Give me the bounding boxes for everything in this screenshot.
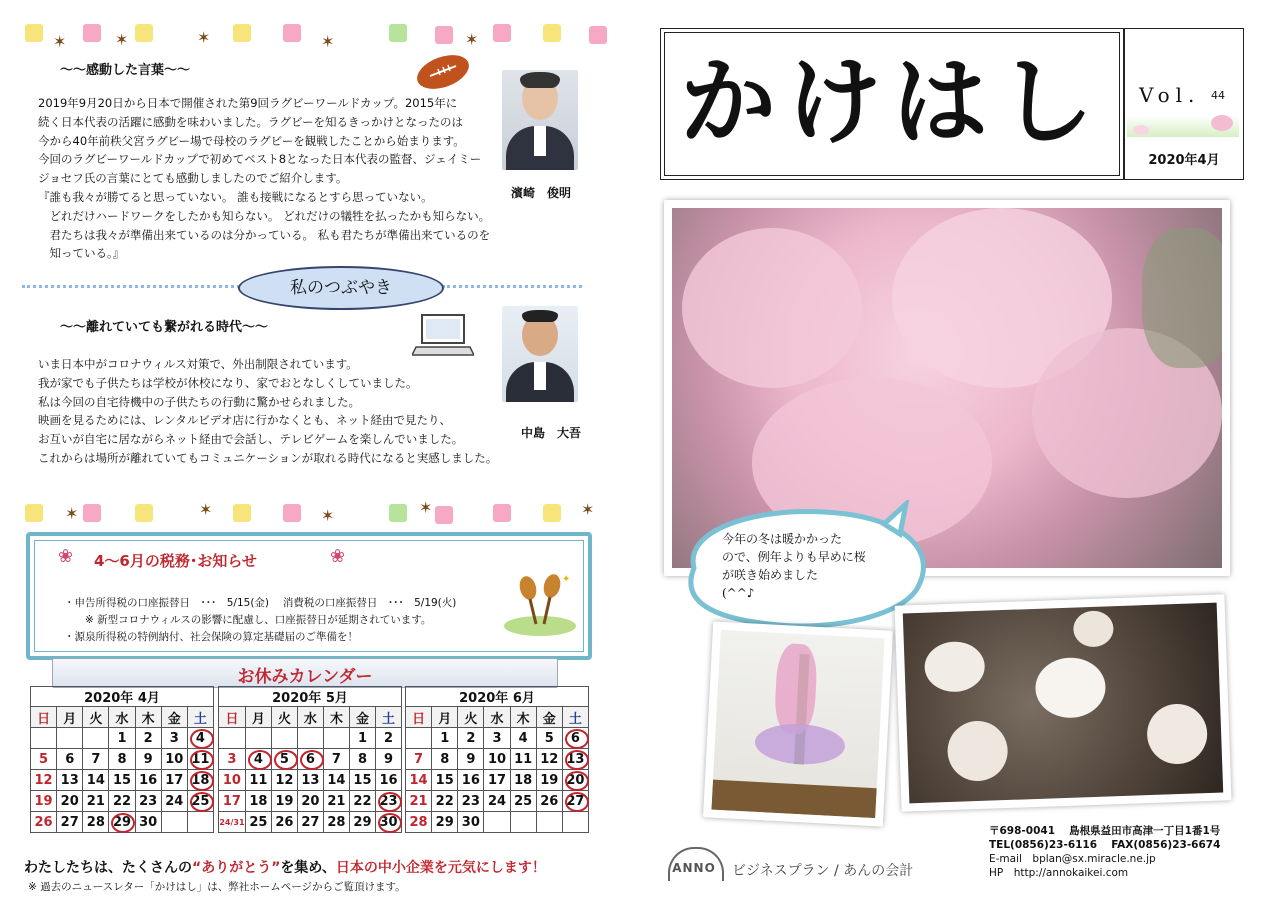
calendar-day (57, 728, 83, 749)
calendar-day (187, 812, 213, 833)
holiday-circle (565, 792, 589, 812)
calendar-day: 6 (57, 749, 83, 770)
calendar-day: 4 (245, 749, 271, 770)
holiday-circle (565, 750, 589, 770)
calendar-day: 18 (510, 770, 536, 791)
calendar-day (510, 812, 536, 833)
calendar-day: 16 (135, 770, 161, 791)
vol-number: 44 (1211, 89, 1225, 102)
weekday-header: 日 (406, 707, 432, 728)
calendar-day: 9 (375, 749, 401, 770)
calendar-title: お休みカレンダー (237, 667, 373, 687)
calendar-day: 7 (83, 749, 109, 770)
calendar-day: 3 (161, 728, 187, 749)
calendar-day: 29 (109, 812, 135, 833)
calendar-day: 19 (31, 791, 57, 812)
calendar-day: 3 (219, 749, 246, 770)
tax-body: ・申告所得税の口座振替日 ･･･ 5/15(金) 消費税の口座振替日 ･･･ 5/19(火) ※ 新型コロナウィルスの影響に配慮し、口座振替日が延期されています。 ・源泉所得税の特例納付、社会保険の算定基礎届のご準備を！ (64, 597, 457, 643)
weekday-header: 土 (375, 707, 401, 728)
calendar-day: 15 (432, 770, 458, 791)
calendar-day: 11 (245, 770, 271, 791)
calendar-day: 5 (271, 749, 297, 770)
calendar-day (161, 812, 187, 833)
author-name-2: 中島 大吾 (521, 426, 582, 440)
calendar-day: 14 (406, 770, 432, 791)
flower-icon: ❀ (58, 546, 74, 567)
calendar-day: 8 (432, 749, 458, 770)
calendar-day: 10 (219, 770, 246, 791)
weekday-header: 金 (161, 707, 187, 728)
weekday-header: 月 (57, 707, 83, 728)
calendar-month-title: 2020年 6月 (406, 687, 589, 707)
weekday-header: 土 (187, 707, 213, 728)
calendar-day (323, 728, 349, 749)
author-photo-hamasaki (502, 70, 578, 170)
calendar-day: 17 (484, 770, 510, 791)
tsubuyaki-label: 私のつぶやき (238, 266, 444, 310)
holiday-circle (190, 750, 214, 770)
calendar-day: 26 (271, 812, 297, 833)
weekday-header: 金 (536, 707, 562, 728)
calendar-day (406, 728, 432, 749)
calendar-day: 17 (161, 770, 187, 791)
calendar-day (297, 728, 323, 749)
calendar-day: 29 (349, 812, 375, 833)
calendar-day: 8 (109, 749, 135, 770)
calendar-april (30, 686, 214, 833)
calendar-day (31, 728, 57, 749)
calendar-day: 5 (31, 749, 57, 770)
weekday-header: 月 (245, 707, 271, 728)
calendar-day: 28 (83, 812, 109, 833)
holiday-circle (190, 792, 214, 812)
weekday-header: 火 (271, 707, 297, 728)
calendar-month-title: 2020年 5月 (219, 687, 402, 707)
calendar-day: 12 (271, 770, 297, 791)
calendar-day: 29 (432, 812, 458, 833)
tax-notice-box (26, 532, 592, 660)
calendar-day: 26 (31, 812, 57, 833)
calendar-day: 23 (458, 791, 484, 812)
calendar-day: 27 (57, 812, 83, 833)
calendar-day: 8 (349, 749, 375, 770)
holiday-circle (190, 729, 214, 749)
calendar-day: 13 (562, 749, 588, 770)
calendar-day: 9 (135, 749, 161, 770)
calendar-day: 2 (458, 728, 484, 749)
calendar-day: 14 (323, 770, 349, 791)
calendar-day: 27 (297, 812, 323, 833)
divider-right (442, 285, 582, 288)
calendar-day: 11 (510, 749, 536, 770)
calendar-day: 25 (510, 791, 536, 812)
holiday-circle (378, 813, 402, 833)
calendar-day: 24 (161, 791, 187, 812)
calendar-day: 13 (57, 770, 83, 791)
calendar-day: 23 (375, 791, 401, 812)
calendar-day: 4 (187, 728, 213, 749)
volume-box (1124, 28, 1244, 180)
slogan: わたしたちは、たくさんの“ありがとう”を集め、日本の中小企業を元気にします！ (24, 860, 546, 876)
calendar-day: 20 (562, 770, 588, 791)
weekday-header: 木 (323, 707, 349, 728)
calendar-day: 24 (484, 791, 510, 812)
calendar-day: 25 (245, 812, 271, 833)
calendar-day: 10 (484, 749, 510, 770)
weekday-header: 月 (432, 707, 458, 728)
calendar-may (218, 686, 402, 833)
weekday-header: 水 (484, 707, 510, 728)
calendar-day: 10 (161, 749, 187, 770)
calendar-day: 25 (187, 791, 213, 812)
section2-title: ～～離れていても繋がれる時代～～ (60, 320, 269, 335)
calendar-day: 15 (109, 770, 135, 791)
author-name-1: 濱崎 俊明 (511, 186, 572, 200)
maracas-illustration (500, 572, 578, 638)
calendar-day: 15 (349, 770, 375, 791)
calendar-day: 1 (109, 728, 135, 749)
calendar-day: 1 (432, 728, 458, 749)
calendar-day: 19 (536, 770, 562, 791)
company-name: ビジネスプラン / あんの会計 (732, 863, 914, 879)
calendar-day: 24/31 (219, 812, 246, 833)
vol-label: Vol. (1139, 83, 1201, 107)
calendar-day: 19 (271, 791, 297, 812)
holiday-circle (190, 771, 214, 791)
calendar-banner (52, 658, 558, 688)
calendar-day: 30 (458, 812, 484, 833)
calendar-day: 4 (510, 728, 536, 749)
calendar-day (562, 812, 588, 833)
address-block: 〒698-0041 島根県益田市高津一丁目1番1号 TEL(0856)23-6116 FAX(0856)23-6674 E-mail bplan@sx.miracle.ne.jp HP http://annokaikei.com (989, 825, 1221, 879)
weekday-header: 木 (510, 707, 536, 728)
weekday-header: 金 (349, 707, 375, 728)
holiday-circle (378, 792, 402, 812)
tax-title: 4～6月の税務･お知らせ (94, 552, 257, 570)
calendar-day: 30 (135, 812, 161, 833)
flower-arrangement-photo (703, 621, 893, 826)
flower-icon: ❀ (330, 546, 346, 567)
calendar-day: 21 (323, 791, 349, 812)
calendar-day: 28 (406, 812, 432, 833)
section1-body: 2019年9月20日から日本で開催された第9回ラグビーワールドカップ。2015年に 続く日本代表の活躍に感動を味わいました。ラグビーを知るきっかけとなったのは 今から40年前秩父宮ラグビー場で母校のラグビーを観戦したことから始まります。 今回のラグビーワールドカップで初めてベスト8となった日本代表の監督、ジェイミー ジョセフ氏の言葉にとても感動しましたのでご紹介します。 『誰も我々が勝てると思っていない。 誰も接戦になるとすら思っていない。 どれだけハードワークをしたかも知らない。 どれだけの犠牲を払ったかも知らない。 君たちは我々が準備出来ているのは分かっている。 私も君たちが準備出来ているのを 知っている。』 (38, 96, 491, 261)
calendar-day: 3 (484, 728, 510, 749)
masthead-box (660, 28, 1124, 180)
calendar-day: 22 (109, 791, 135, 812)
calendar-day (484, 812, 510, 833)
calendar-day: 18 (187, 770, 213, 791)
calendar-day: 6 (562, 728, 588, 749)
svg-text:✦: ✦ (562, 574, 571, 585)
calendar-day: 11 (187, 749, 213, 770)
decoration-row-top: ✶ ✶ ✶ ✶ ✶ (15, 22, 615, 54)
calendar-day: 12 (536, 749, 562, 770)
weekday-header: 水 (109, 707, 135, 728)
calendar-day: 5 (536, 728, 562, 749)
calendar-day (245, 728, 271, 749)
bubble-text: 今年の冬は暖かかった ので、例年よりも早めに桜 が咲き始めました (^^♪ (722, 532, 866, 600)
issue-date: 2020年4月 (1148, 153, 1220, 168)
weekday-header: 火 (83, 707, 109, 728)
calendar-day: 7 (406, 749, 432, 770)
weekday-header: 火 (458, 707, 484, 728)
calendar-day (219, 728, 246, 749)
anno-logo: ANNO (668, 847, 720, 881)
section1-title: ～～感動した言葉～～ (60, 63, 191, 78)
weekday-header: 日 (219, 707, 246, 728)
holiday-circle (565, 729, 589, 749)
calendar-day: 12 (31, 770, 57, 791)
calendar-day: 1 (349, 728, 375, 749)
calendar-day (83, 728, 109, 749)
calendar-day: 20 (297, 791, 323, 812)
calendar-day: 7 (323, 749, 349, 770)
rugby-ball-icon (414, 52, 472, 92)
decoration-row-bottom: ✶ ✶ ✶ ✶ ✶ (15, 498, 615, 530)
calendar-day: 22 (432, 791, 458, 812)
calendar-day: 22 (349, 791, 375, 812)
calendar-day: 23 (135, 791, 161, 812)
weekday-header: 木 (135, 707, 161, 728)
calendar-day: 27 (562, 791, 588, 812)
calendar-day: 6 (297, 749, 323, 770)
author-photo-nakajima (502, 306, 578, 402)
calendar-day: 28 (323, 812, 349, 833)
calendar-day: 18 (245, 791, 271, 812)
holiday-circle (565, 771, 589, 791)
masthead-title: かけはし (680, 45, 1104, 158)
divider-left (22, 285, 240, 288)
holiday-circle (111, 813, 135, 833)
section2-body: いま日本中がコロナウィルス対策で、外出制限されています。 我が家でも子供たちは学校が休校になり、家でおとなしくしていました。 私は今回の自宅待機中の子供たちの行動に驚かせられました。 映画を見るためには、レンタルビデオ店に行かなくとも、ネット経由で見たり、 お互いが自宅に居ながらネット経由で会話し、テレビゲームを楽しんでいました。 これからは場所が離れていてもコミュニケーションが取れる時代になると実感しました。 (38, 357, 498, 465)
calendar-day: 14 (83, 770, 109, 791)
calendar-day: 2 (135, 728, 161, 749)
calendar-day: 13 (297, 770, 323, 791)
weekday-header: 土 (562, 707, 588, 728)
calendar-day: 16 (458, 770, 484, 791)
calendar-day: 30 (375, 812, 401, 833)
calendar-day (271, 728, 297, 749)
calendar-day: 26 (536, 791, 562, 812)
calendar-day: 21 (83, 791, 109, 812)
laptop-icon (412, 313, 474, 357)
calendar-day: 20 (57, 791, 83, 812)
calendar-day: 16 (375, 770, 401, 791)
calendar-day (536, 812, 562, 833)
holiday-circle (274, 750, 298, 770)
calendar-month-title: 2020年 4月 (31, 687, 214, 707)
calendar-day: 17 (219, 791, 246, 812)
holiday-circle (300, 750, 324, 770)
spring-illustration (1127, 115, 1239, 137)
holiday-circle (248, 750, 272, 770)
weekday-header: 水 (297, 707, 323, 728)
footnote: ※ 過去のニュースレター「かけはし」は、弊社ホームページからご覧頂けます。 (28, 881, 406, 893)
weekday-header: 日 (31, 707, 57, 728)
calendar-june (405, 686, 589, 833)
calendar-day: 21 (406, 791, 432, 812)
calendar-day: 9 (458, 749, 484, 770)
magnolia-photo (895, 594, 1232, 811)
calendar-day: 2 (375, 728, 401, 749)
